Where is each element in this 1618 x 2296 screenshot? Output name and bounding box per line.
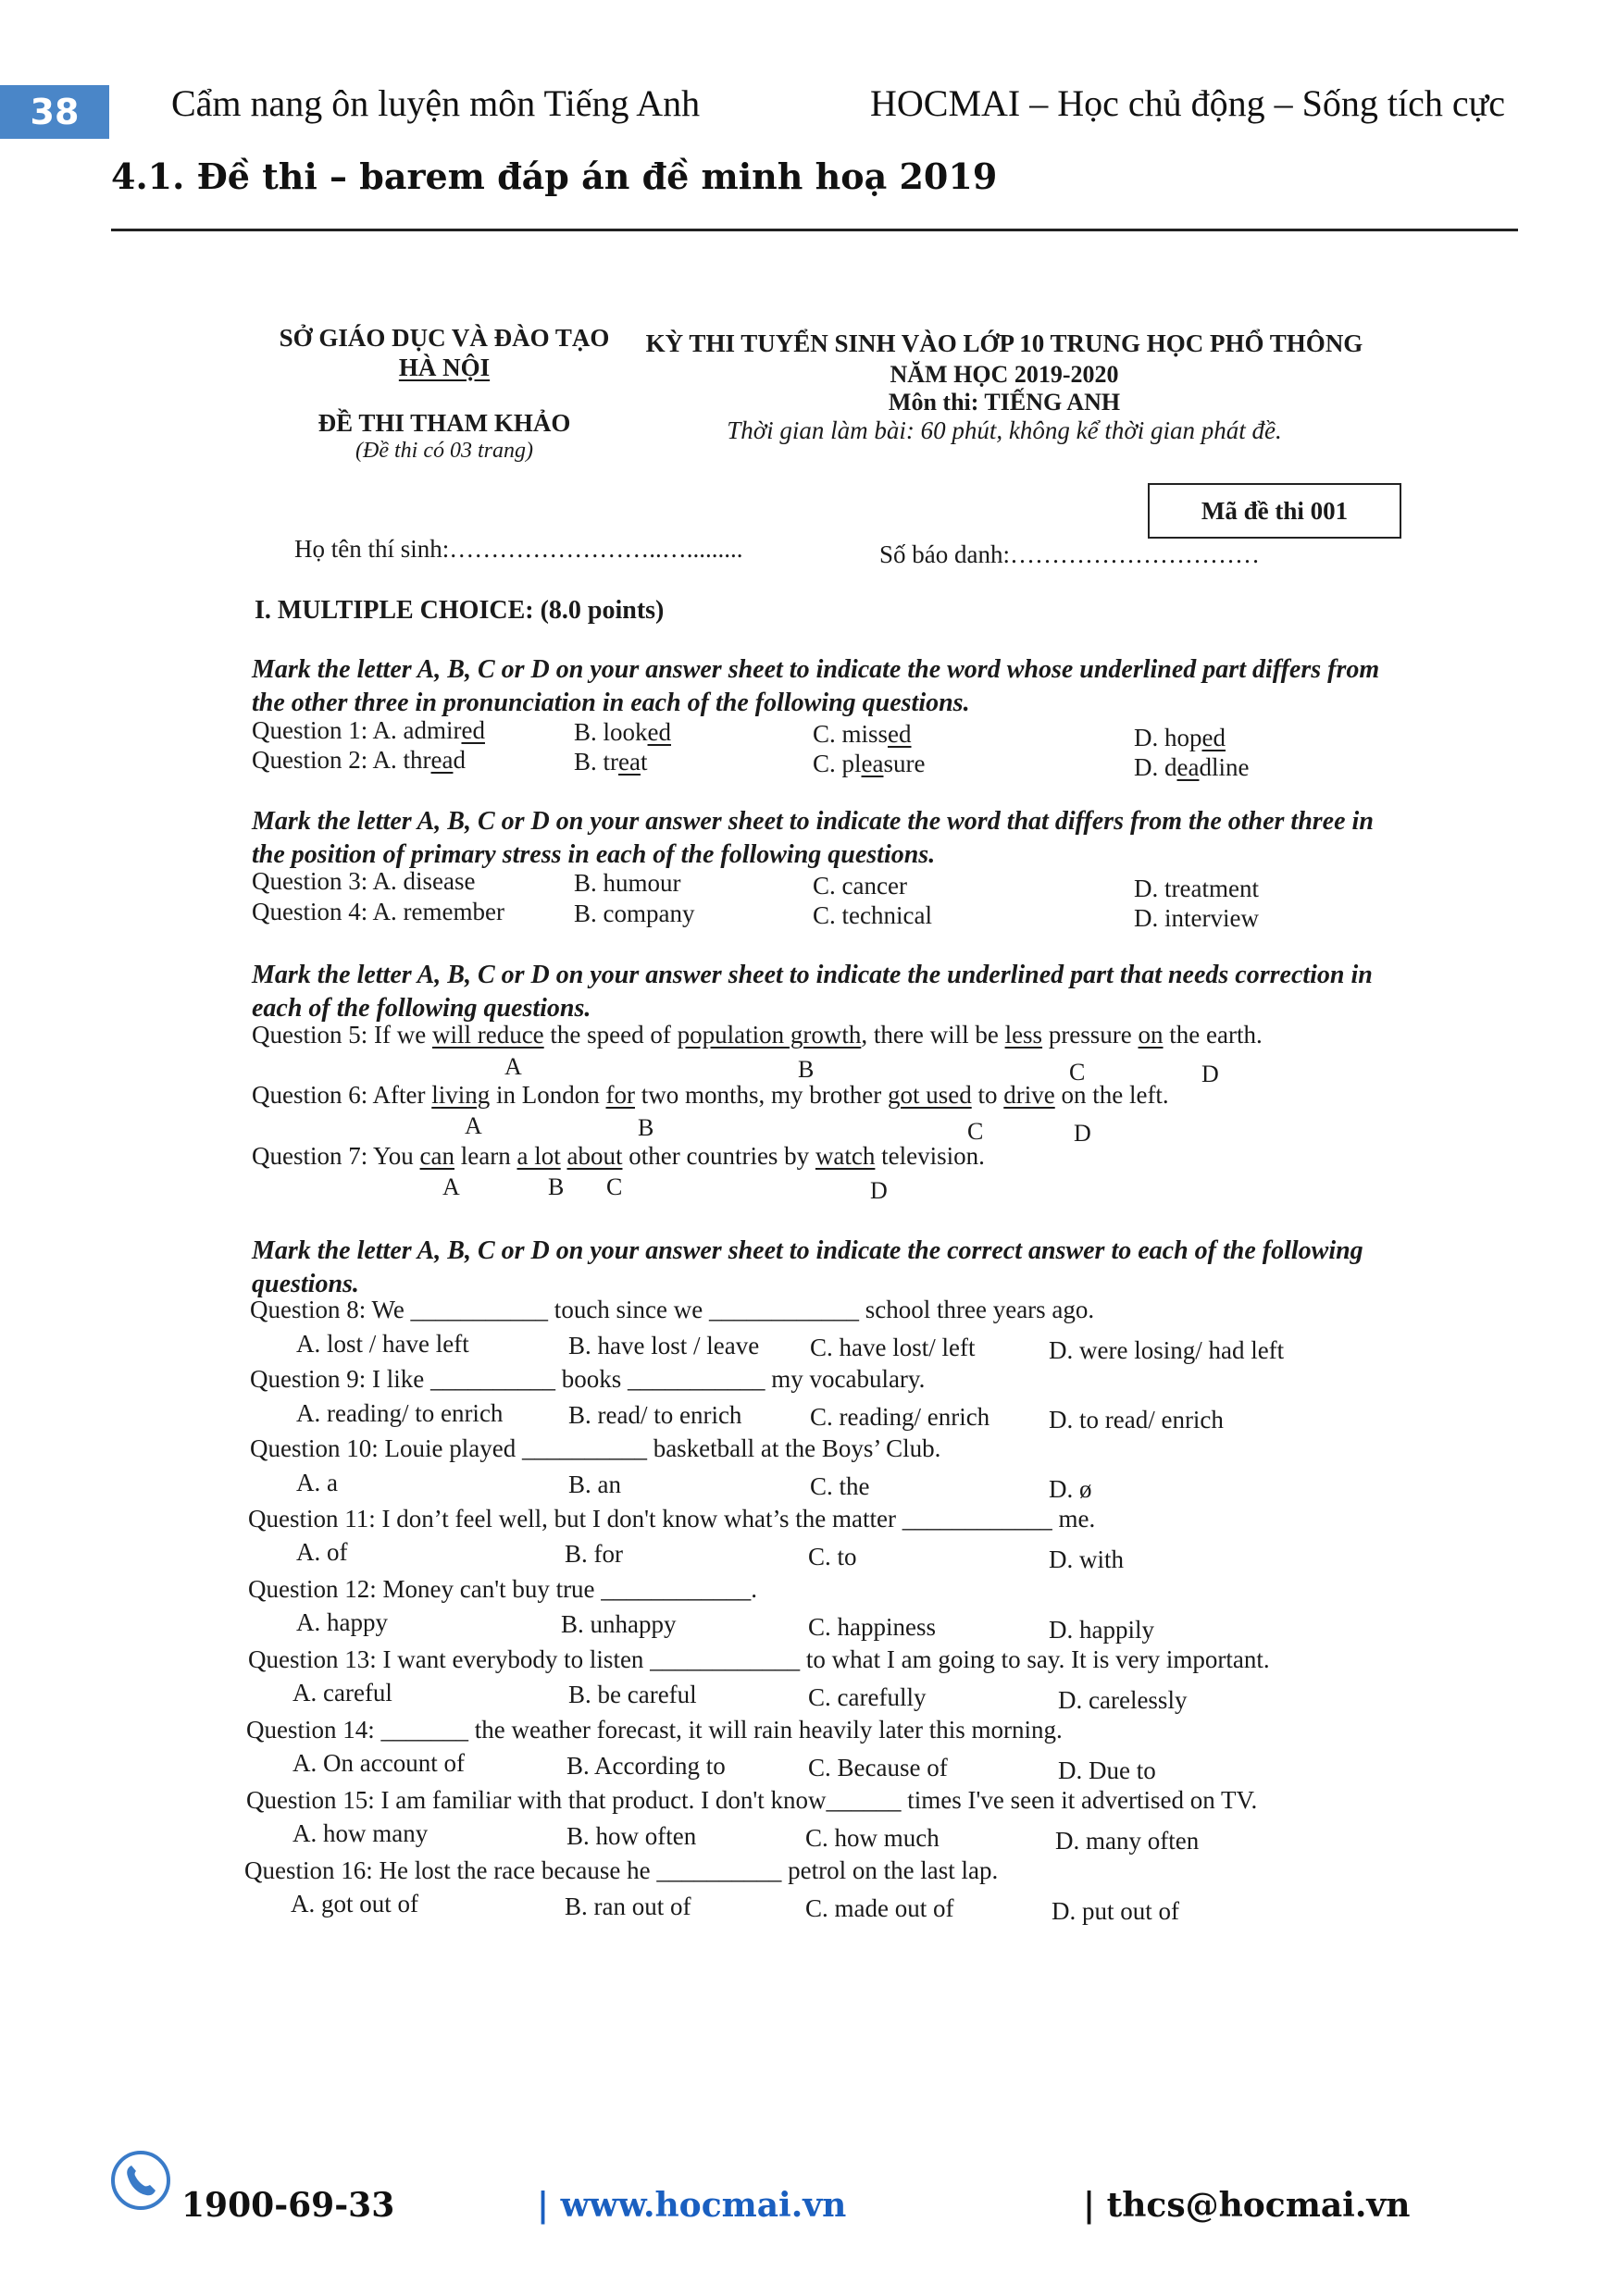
q15-option-a: A. how many	[292, 1819, 429, 1847]
q13-option-a: A. careful	[292, 1679, 392, 1706]
page-number: 38	[0, 85, 109, 139]
q12-stem: Question 12: Money can't buy true ____________.	[248, 1575, 758, 1603]
q8-option-b: B. have lost / leave	[568, 1332, 760, 1359]
q5-label-d: D	[1201, 1061, 1219, 1087]
q5-label-c: C	[1069, 1059, 1086, 1086]
reference-note: (Đề thi có 03 trang)	[355, 439, 533, 463]
q11-option-d: D. with	[1049, 1545, 1124, 1573]
subject: Môn thi: TIẾNG ANH	[888, 389, 1121, 416]
q7-label-c: C	[606, 1173, 623, 1200]
question-7: Question 7: You can learn a lot about other countries by watch television.	[252, 1142, 985, 1170]
q11-option-b: B. for	[565, 1540, 623, 1568]
footer-phone: 1900-69-33	[181, 2186, 395, 2225]
q3-option-b: B. humour	[574, 869, 681, 897]
q3-option-c: C. cancer	[813, 872, 907, 900]
q13-option-d: D. carelessly	[1058, 1686, 1188, 1714]
q7-label-d: D	[870, 1177, 888, 1204]
q10-option-c: C. the	[810, 1472, 870, 1500]
q6-label-c: C	[967, 1118, 984, 1145]
question-1	[252, 716, 485, 745]
q6-label-a: A	[465, 1112, 482, 1139]
q7-label-b: B	[548, 1173, 565, 1200]
q6-label-b: B	[638, 1114, 654, 1141]
q14-stem: Question 14: _______ the weather forecast, it will rain heavily later this morning.	[246, 1716, 1063, 1744]
q10-option-a: A. a	[296, 1469, 338, 1496]
q13-stem: Question 13: I want everybody to listen ____________ to what I am going to say. It is very important.	[248, 1645, 1270, 1673]
q16-stem: Question 16: He lost the race because he __________ petrol on the last lap.	[244, 1856, 999, 1884]
q4-option-b: B. company	[574, 900, 695, 927]
question-2: Question 2: A. thread	[252, 746, 466, 774]
q5-label-b: B	[798, 1056, 815, 1083]
q10-stem: Question 10: Louie played __________ basketball at the Boys’ Club.	[250, 1434, 941, 1462]
q8-stem: Question 8: We ___________ touch since we ____________ school three years ago.	[250, 1296, 1095, 1323]
exam-code: Mã đề thi 001	[1201, 496, 1349, 525]
exam-code-box	[1148, 483, 1401, 539]
instruction-correction: Mark the letter A, B, C or D on your answer sheet to indicate the underlined part that needs correction in each of the following questions.	[252, 961, 1373, 1023]
dept-city: HÀ NỘI	[398, 354, 491, 381]
q3-option-d: D. treatment	[1134, 875, 1259, 902]
header-divider	[111, 229, 1518, 231]
q4-option-c: C. technical	[813, 901, 932, 929]
q12-option-b: B. unhappy	[561, 1610, 677, 1638]
brand-slogan: HOCMAI – Học chủ động – Sống tích cực	[870, 82, 1506, 124]
q9-option-a: A. reading/ to enrich	[296, 1399, 504, 1427]
q16-option-c: C. made out of	[805, 1894, 954, 1922]
q16-option-a: A. got out of	[291, 1890, 418, 1917]
q4-stem: Question 4: A. remember	[252, 898, 504, 925]
q13-option-c: C. carefully	[808, 1683, 927, 1711]
q6-label-d: D	[1074, 1120, 1091, 1147]
q2-option-b: B. treat	[574, 748, 648, 776]
q9-option-b: B. read/ to enrich	[568, 1401, 742, 1429]
q4-option-d: D. interview	[1134, 904, 1259, 932]
q15-stem: Question 15: I am familiar with that product. I don't know______ times I've seen it advertised on TV.	[246, 1786, 1258, 1814]
part-title: I. MULTIPLE CHOICE: (8.0 points)	[255, 596, 665, 625]
q8-option-d: D. were losing/ had left	[1049, 1336, 1285, 1364]
question-5: Question 5: If we will reduce the speed of population growth, there will be less pressure on the earth.	[252, 1021, 1263, 1049]
q7-label-a: A	[442, 1173, 460, 1200]
q1-option-c: C. missed	[813, 720, 912, 748]
instruction-pronunciation: Mark the letter A, B, C or D on your answer sheet to indicate the word whose underlined part differs from the other three in pronunciation in each of the following questions.	[252, 655, 1380, 717]
q2-option-c: C. pleasure	[813, 750, 926, 777]
q1-option-d: D. hoped	[1134, 724, 1226, 751]
q15-option-d: D. many often	[1055, 1827, 1200, 1855]
time-note: Thời gian làm bài: 60 phút, không kể thời gian phát đề.	[727, 416, 1282, 444]
q1-stem: Question 1: A. admir	[252, 716, 462, 744]
footer-email[interactable]: | thcs@hocmai.vn	[1083, 2186, 1411, 2225]
q3-stem: Question 3: A. disease	[252, 867, 476, 895]
q10-option-b: B. an	[568, 1471, 621, 1498]
candidate-id-field: Số báo danh:…………………………	[879, 540, 1260, 568]
q9-option-d: D. to read/ enrich	[1049, 1406, 1224, 1433]
q1-option-b: B. looked	[574, 718, 671, 746]
q12-option-d: D. happily	[1049, 1616, 1154, 1644]
q16-option-b: B. ran out of	[565, 1893, 691, 1920]
q10-option-d: D. ø	[1049, 1475, 1092, 1503]
q12-option-a: A. happy	[296, 1608, 388, 1636]
q14-option-d: D. Due to	[1058, 1756, 1156, 1784]
q15-option-c: C. how much	[805, 1824, 940, 1852]
q8-option-c: C. have lost/ left	[810, 1334, 976, 1361]
book-title: Cẩm nang ôn luyện môn Tiếng Anh	[171, 82, 701, 124]
q8-option-a: A. lost / have left	[296, 1330, 469, 1358]
q14-option-a: A. On account of	[292, 1749, 465, 1777]
candidate-name-field: Họ tên thí sinh:……………………..….........	[294, 535, 743, 563]
instruction-stress: Mark the letter A, B, C or D on your answer sheet to indicate the word that differs from the other three in the position of primary stress in each of the following questions.	[252, 807, 1374, 869]
dept-name: SỞ GIÁO DỤC VÀ ĐÀO TẠO	[279, 324, 610, 352]
q14-option-b: B. According to	[566, 1752, 726, 1780]
q11-option-c: C. to	[808, 1543, 857, 1570]
q9-option-c: C. reading/ enrich	[810, 1403, 990, 1431]
instruction-answer: Mark the letter A, B, C or D on your answer sheet to indicate the correct answer to each of the following questions.	[252, 1236, 1363, 1298]
q12-option-c: C. happiness	[808, 1613, 936, 1641]
q11-stem: Question 11: I don’t feel well, but I don't know what’s the matter ____________ me.	[248, 1505, 1096, 1533]
q5-label-a: A	[504, 1053, 522, 1080]
footer-website[interactable]: | www.hocmai.vn	[537, 2186, 847, 2225]
section-title: 4.1. Đề thi – barem đáp án đề minh hoạ 2019	[111, 155, 998, 197]
q9-stem: Question 9: I like __________ books ___________ my vocabulary.	[250, 1365, 926, 1393]
reference-title: ĐỀ THI THAM KHẢO	[317, 409, 571, 437]
exam-title: KỲ THI TUYỂN SINH VÀO LỚP 10 TRUNG HỌC PHỔ THÔNG	[645, 329, 1363, 357]
q11-option-a: A. of	[296, 1538, 348, 1566]
q15-option-b: B. how often	[566, 1822, 697, 1850]
q13-option-b: B. be careful	[568, 1681, 697, 1708]
q2-option-d: D. deadline	[1134, 753, 1250, 781]
q16-option-d: D. put out of	[1052, 1897, 1179, 1925]
q1-a-underline: ed	[461, 716, 485, 744]
q14-option-c: C. Because of	[808, 1754, 948, 1781]
question-6: Question 6: After living in London for two months, my brother got used to drive on the left.	[252, 1081, 1169, 1109]
school-year: NĂM HỌC 2019-2020	[890, 361, 1119, 388]
phone-icon	[109, 2149, 172, 2212]
